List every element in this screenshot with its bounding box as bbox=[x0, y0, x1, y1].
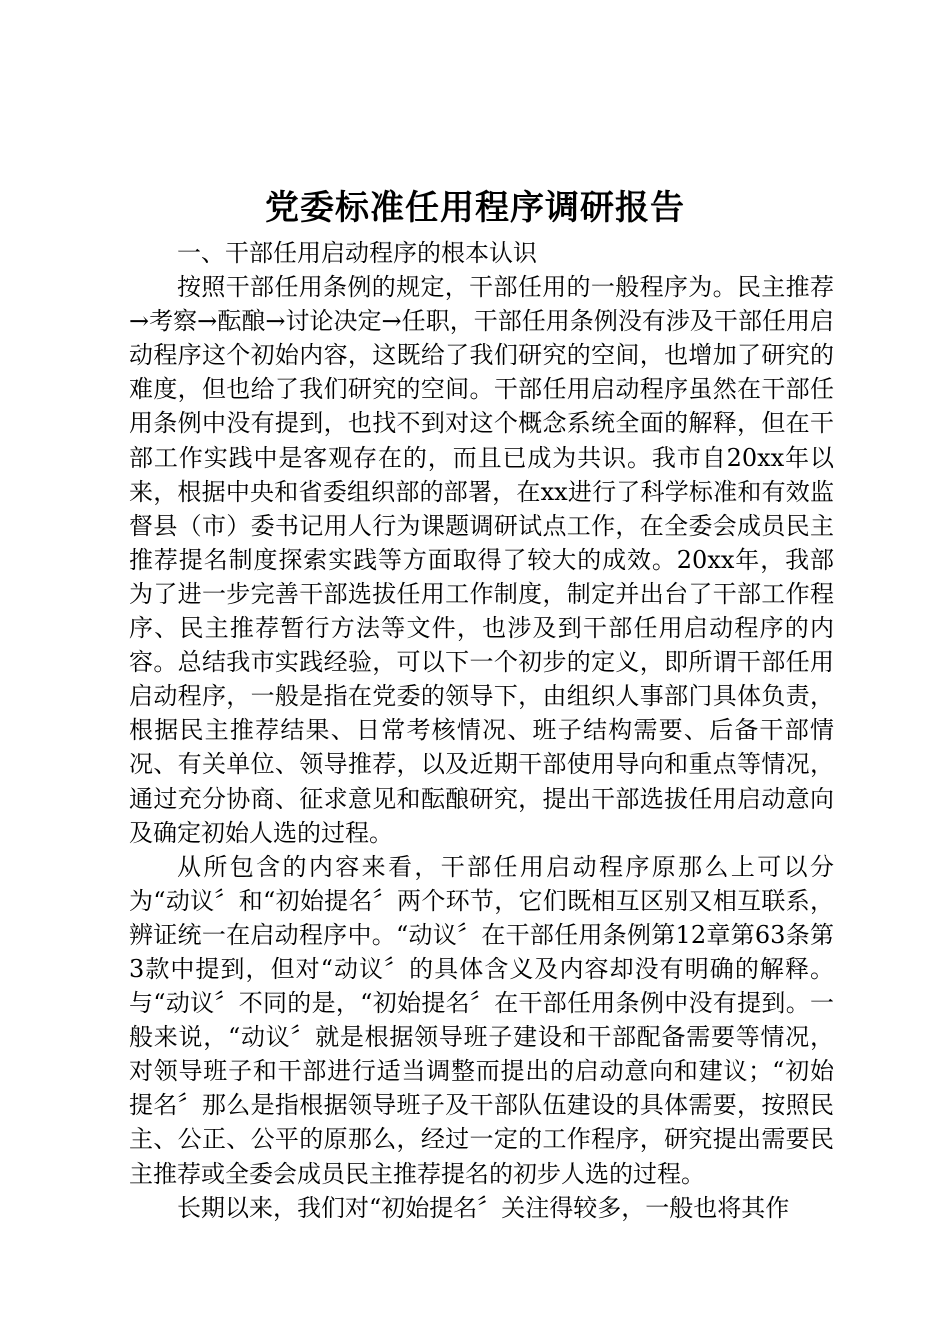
document-title: 党委标准任用程序调研报告 bbox=[265, 188, 685, 228]
document-body bbox=[129, 236, 834, 1225]
section-heading: 一、干部任用启动程序的根本认识 bbox=[177, 239, 537, 267]
paragraph: 按照干部任用条例的规定，干部任用的一般程序为。民主推荐→考察→酝酿→讨论决定→任职，干部任用条例没有涉及干部任用启动程序这个初始内容，这既给了我们研究的空间，也增加了研究的难度，但也给了我们研究的空间。干部任用启动程序虽然在干部任用条例中没有提到，也找不到对这个概念系统全面的解释，但在干部工作实践中是客观存在的，而且已成为共识。我市自20xx年以来，根据中央和省委组织部的部署，在xx进行了科学标准和有效监督县（市）委书记用人行为课题调研试点工作，在全委会成员民主推荐提名制度探索实践等方面取得了较大的成效。20xx年，我部为了进一步完善干部选拔任用工作制度，制定并出台了干部工作程序、民主推荐暂行方法等文件，也涉及到干部任用启动程序的内容。总结我市实践经验，可以下一个初步的定义，即所谓干部任用启动程序，一般是指在党委的领导下，由组织人事部门具体负责，根据民主推荐结果、日常考核情况、班子结构需要、后备干部情况、有关单位、领导推荐，以及近期干部使用导向和重点等情况，通过充分协商、征求意见和酝酿研究，提出干部选拔任用启动意向及确定初始人选的过程。 bbox=[129, 273, 834, 847]
paragraph: 长期以来，我们对“初始提名〞关注得较多，一般也将其作 bbox=[177, 1193, 790, 1222]
paragraph: 从所包含的内容来看，干部任用启动程序原那么上可以分为“动议〞和“初始提名〞两个环节，它们既相互区别又相互联系，辨证统一在启动程序中。“动议〞在干部任用条例第12章第63条第3款中提到，但对“动议〞的具体含义及内容却没有明确的解释。与“动议〞不同的是，“初始提名〞在干部任用条例中没有提到。一般来说，“动议〞就是根据领导班子建设和干部配备需要等情况，对领导班子和干部进行适当调整而提出的启动意向和建议；“初始提名〞那么是指根据领导班子及干部队伍建设的具体需要，按照民主、公正、公平的原那么，经过一定的工作程序，研究提出需要民主推荐或全委会成员民主推荐提名的初步人选的过程。 bbox=[129, 852, 834, 1188]
